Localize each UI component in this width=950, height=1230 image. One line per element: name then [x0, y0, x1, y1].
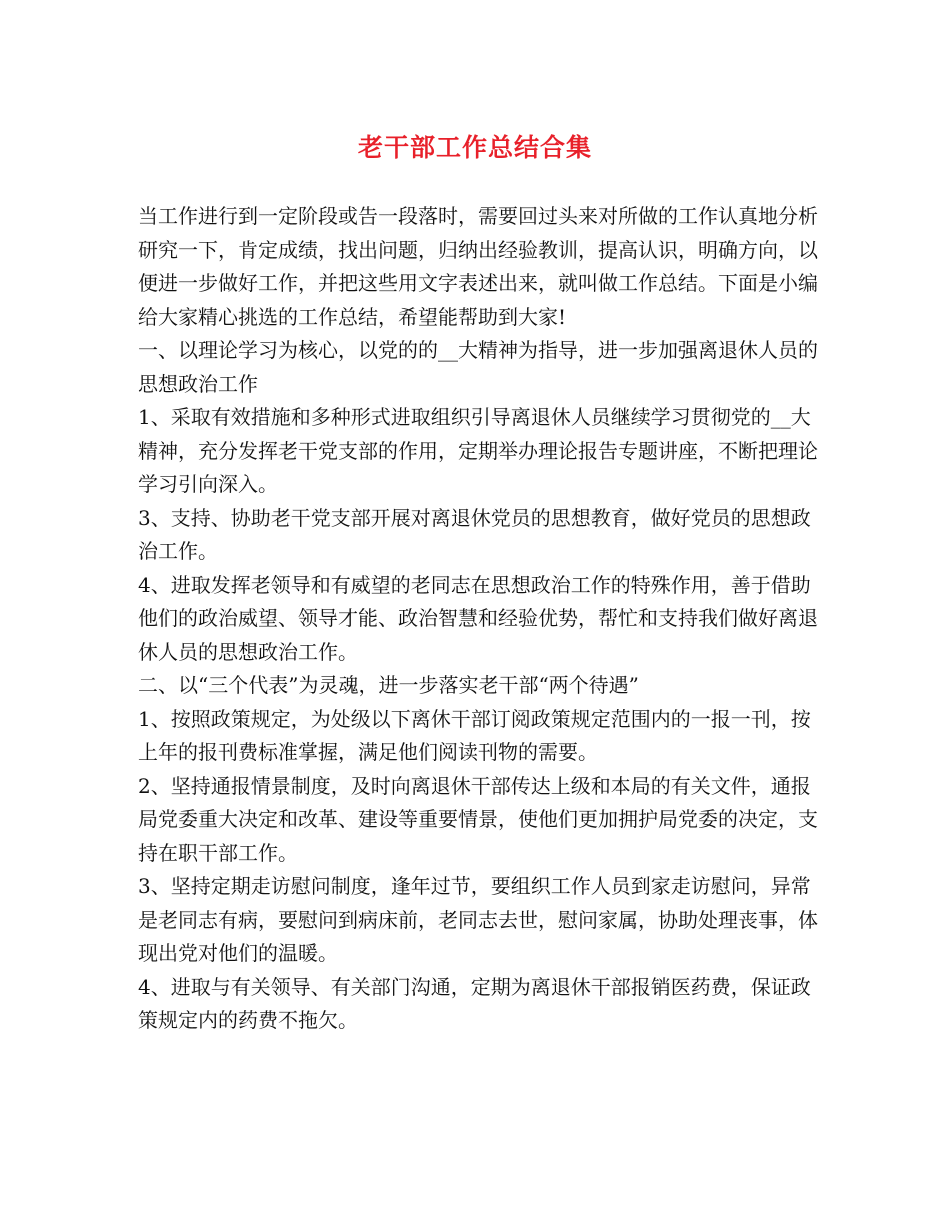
- paragraph-item: 3、坚持定期走访慰问制度，逢年过节，要组织工作人员到家走访慰问，异常是老同志有病，要慰问到病床前，老同志去世，慰问家属，协助处理丧事，体现出党对他们的温暖。: [138, 874, 818, 965]
- paragraph-item: 2、坚持通报情景制度，及时向离退休干部传达上级和本局的有关文件，通报局党委重大决定和改革、建设等重要情景，使他们更加拥护局党委的决定，支持在职干部工作。: [138, 773, 818, 865]
- paragraph-intro: 当工作进行到一定阶段或告一段落时，需要回过头来对所做的工作认真地分析研究一下，肯定成绩，找出问题，归纳出经验教训，提高认识，明确方向，以便进一步做好工作，并把这些用文字表述出来，就叫做工作总结。下面是小编给大家精心挑选的工作总结，希望能帮助到大家!: [138, 204, 818, 329]
- paragraph-item: 1、采取有效措施和多种形式进取组织引导离退休人员继续学习贯彻党的__大精神，充分发挥老干党支部的作用，定期举办理论报告专题讲座，不断把理论学习引向深入。: [138, 405, 818, 496]
- paragraph-item: 4、进取发挥老领导和有威望的老同志在思想政治工作的特殊作用，善于借助他们的政治威望、领导才能、政治智慧和经验优势，帮忙和支持我们做好离退休人员的思想政治工作。: [138, 572, 818, 664]
- paragraph-item: 3、支持、协助老干党支部开展对离退休党员的思想教育，做好党员的思想政治工作。: [138, 505, 811, 563]
- section-heading-1: 一、以理论学习为核心，以党的的__大精神为指导，进一步加强离退休人员的思想政治工作: [138, 338, 818, 396]
- paragraph-item: 1、按照政策规定，为处级以下离休干部订阅政策规定范围内的一报一刊，按上年的报刊费标准掌握，满足他们阅读刊物的需要。: [138, 706, 811, 764]
- document-title: 老干部工作总结合集: [357, 133, 592, 162]
- paragraph-item: 4、进取与有关领导、有关部门沟通，定期为离退休干部报销医药费，保证政策规定内的药费不拖欠。: [138, 974, 811, 1032]
- section-heading-2: 二、以“三个代表”为灵魂，进一步落实老干部“两个待遇”: [138, 673, 639, 697]
- document-body: [138, 200, 828, 1038]
